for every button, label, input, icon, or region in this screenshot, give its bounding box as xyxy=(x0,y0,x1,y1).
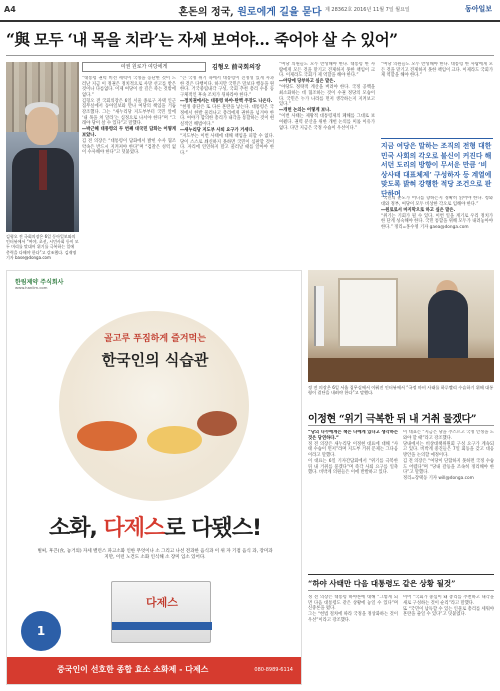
article-paragraph: 이 대표는 6일 기자간담회에서 “위기를 극복한 뒤 내 거취를 묻겠다”며 즉각 사퇴 요구를 일축했다. 비박계 의원들은 이에 반발하고 있다. xyxy=(308,458,398,476)
ad-slogan-brand: 다제스 xyxy=(103,516,165,541)
bottom-column-right xyxy=(403,595,494,685)
issue-info: 제 28362호 2016년 11월 7일 월요일 xyxy=(325,7,410,13)
section-title xyxy=(0,3,500,18)
ad-company-url: www.hanlim.com xyxy=(15,285,48,290)
article-paragraph: 이 대표는 “지금은 당을 추스르고 국정 안정을 도와야 할 때”라고 강조했다. xyxy=(403,430,494,441)
secondary-headline: 이정현 “위기 극복한 뒤 내 거취 물겠다” xyxy=(308,414,477,425)
article-paragraph: “야당도 정략적 계산을 버려야 한다. 국정 공백을 최소화하는 데 협조하는 것이 수권 정당의 모습이다. 국민은 누가 나라를 먼저 생각하는지 지켜보고 있다.” xyxy=(279,85,375,108)
ad-slogan-part: 로 다됐스! xyxy=(164,516,261,541)
byline-box: 여권 원로가 여당에게 xyxy=(82,62,206,72)
ad-company-logo: 한림제약 주식회사 xyxy=(15,279,64,286)
ad-slogan-part: 소화, xyxy=(49,516,104,541)
tertiary-headline: “하야 사태만 다음 대통령도 같은 상황 될것” xyxy=(308,579,456,588)
ad-food-image xyxy=(147,426,202,454)
interview-photo-caption: 정 전 의장은 6일 서울 집무실에서 이뤄진 인터뷰에서 “국정 마비 사태를 하루빨리 수습하기 위해 대통령이 결단을 내려야 한다”고 말했다. xyxy=(308,385,494,396)
article-paragraph: “위기는 기회가 될 수 있다. 이번 일을 계기로 우리 정치가 한 단계 성숙해야 한다. 국민 통합을 위해 모두가 내려놓아야 한다.” 정리=홍수영 기자 gaea@donga.com xyxy=(381,213,493,230)
article-paragraph: 또 “국민이 납득할 수 있는 인물로 총리를 세워야 혼란을 줄일 수 있다”고 덧붙였다. xyxy=(403,606,494,618)
article-paragraph: 김 전 의장은 “대통령이 담화에서 밝힌 수사 협조 약속은 반드시 지켜져야 한다”며 “검찰은 성역 없이 수사해야 한다”고 덧붙였다. xyxy=(82,139,176,156)
article-column-3 xyxy=(279,62,375,266)
interview-photo xyxy=(308,270,494,382)
ad-rank-badge: 1 xyxy=(21,611,61,651)
article-column-2 xyxy=(180,76,274,266)
paper-name: 동아일보 xyxy=(464,5,492,13)
ad-bottom-banner xyxy=(7,657,301,684)
ad-product-box xyxy=(111,581,211,643)
tertiary-headline-top-rule xyxy=(308,574,494,575)
interview-column-left xyxy=(308,430,398,570)
ad-food-image xyxy=(197,411,237,436)
ad-tagline-2: 한국인의 식습관 xyxy=(101,351,209,369)
section-title-b: 원로에게 길을 묻다 xyxy=(237,7,322,18)
page-header xyxy=(0,0,500,22)
ad-description: 벌써, 후끈(食, 놓거의) 자세 밸런스 파고소화 인한 무엇이나 소 그리고 나선 전과한 음식과 이 위 자 기점 음식 과, 장미과 지만, 이런 노건도 소화 인식해 소 장미 입소 있어다. xyxy=(37,549,273,561)
article-paragraph: “당의 다수에게는 책은 나에게 있다고 생각하는 것은 당연하다.” xyxy=(308,430,398,441)
byline-name: 김형오 前국회의장 xyxy=(212,64,261,71)
ad-food-image xyxy=(77,421,137,451)
article-subhead: ―박근혜 대통령의 두 번째 대국민 담화는 어떻게 보았나. xyxy=(82,127,176,138)
article-paragraph: “헌정 중단은 또 다른 혼란을 낳는다. 대통령은 국정에서 한발 물러나고 총리에게 권한을 넘겨야 한다. 여야가 합의한 총리가 내각을 통할하는 것이 현실적인 해법이다.” xyxy=(180,104,274,127)
article-paragraph: “대통령 권력 비선 세력이 국정을 농단한 것이 드러난 지금 이 정권은 정치적으로 사망 선고를 받은 것이나 다름없다. 이제 여당이 살 길은 죽는 것밖에 없다.” xyxy=(82,76,176,98)
photo-caption: 김형오 전 국회의장은 6일 동아일보와의 인터뷰에서 “여야, 초선, 시민사회 등이 모두 머리를 맞대어 위기를 극복하는 일에 총력을 다해야 한다”고 강조했다. 김재명 기자 base@donga.com xyxy=(6,234,79,260)
article-paragraph: “큰 국정 위기 속에서 대통령이 진정성 있게 사과한 것은 다행이다. 하지만 국민은 말보다 행동을 원한다. 거국중립내각 구성, 국회 추천 총리 수용 등 구체적인 후속 조치가 뒤따라야 한다.” xyxy=(180,76,274,98)
main-headline: “與 모두 ‘내 목을 치라’는 자세 보여야… 죽어야 살 수 있어” xyxy=(6,30,398,49)
interview-column-right xyxy=(403,430,494,570)
pullquote: 지금 여당은 말하는 조직의 전형 대한민국 사회의 각오로 불신이 커진다 해서던 도리의 방향이 무서운 만큼 ‘비상사태 대표체제’ 구성하자 등 계열에 맞도록 밝혀 강행한 적당 조건으로 판단하며 xyxy=(381,142,492,198)
tertiary-headline-divider xyxy=(308,590,494,591)
article-byline: 정리=장택동 기자 will@donga.com xyxy=(403,476,474,482)
ad-tagline-1: 골고루 푸짐하게 즐겨먹는 xyxy=(104,334,206,344)
article-subhead: ―야당에 당부하고 싶은 말은. xyxy=(279,79,336,85)
article-paragraph: “국민의 분노가 어디를 향하는지 정확히 읽어야 한다. 청와대와 정부, 여당이 모두 비상한 각오로 임해야 한다.” xyxy=(381,196,493,207)
page-number: A4 xyxy=(4,5,16,14)
article-paragraph: 이어 “국회가 중심이 돼 총리를 추천하고 내각을 새로 구성하는 것이 순리”라고 말했다. xyxy=(403,595,494,606)
bottom-column-left xyxy=(308,595,398,685)
secondary-headline-divider xyxy=(308,425,494,426)
article-subhead: ―개헌 논의는 어떻게 보나. xyxy=(279,108,331,114)
article-paragraph: 김형오 전 국회의장은 6일 서울 종로구 자택 인근 집무실에서 동아일보와 만나 여당의 책임을 거듭 강조했다. 그는 “새누리당 지도부부터 국민 앞에 ‘내 목을 쳐 달라’는 심정으로 나서야 한다”며 “그래야 당이 살 수 있다”고 말했다. xyxy=(82,98,176,127)
pullquote-divider xyxy=(381,138,493,139)
article-paragraph: 당내에서는 비상대책위원회 구성 요구가 계속되고 있다. 비박계 중진들은 7일 회동을 갖고 대응 방안을 논의할 예정이다. xyxy=(403,441,494,458)
article-paragraph: 김 전 의장은 “여당이 단합하지 못하면 국정 수습도 어렵다”며 “당내 갈등을 조속히 정리해야 한다”고 말했다. xyxy=(403,458,494,476)
headline-divider xyxy=(6,55,494,56)
article-subhead: ―원로로서 마지막으로 하고 싶은 말은. xyxy=(381,207,456,213)
article-column-4 xyxy=(381,196,493,266)
section-title-a: 혼돈의 정국, xyxy=(178,7,234,18)
article-subhead: ―정치권에서는 대통령 하야·탄핵 주장도 나온다. xyxy=(180,98,273,104)
ad-bottom-text: 중국인이 선호한 종합 효소 소화제 - 다제스 xyxy=(57,665,209,674)
article-paragraph: 그는 “헌법 절차에 따라 국정을 정상화하는 것이 우선”이라고 강조했다. xyxy=(308,612,398,623)
article-paragraph: 정 전 의장은 새누리당 이정현 대표에 대해 “사태 수습이 먼저”라며 지도부 거취 문제는 그다음이라고 말했다. xyxy=(308,441,398,458)
ad-product-brand: 다제스 xyxy=(146,596,178,609)
article-paragraph: 정 전 의장은 대통령 하야론에 대해 “그렇게 되면 다음 대통령도 같은 상황에 놓일 수 있다”며 신중론을 폈다. xyxy=(308,595,398,612)
interviewee-photo xyxy=(6,62,79,232)
article-column-1 xyxy=(82,76,176,266)
article-paragraph: “여당 의원들도 모두 반성해야 한다. 대통령 한 사람에게 모든 것을 맡기고 견제하지 못한 책임이 크다. 이제라도 국회가 제 역할을 해야 한다.” xyxy=(279,62,375,79)
ad-phone-number: 080-8989-6114 xyxy=(254,667,293,673)
article-column-4-top xyxy=(381,62,493,136)
article-subhead: ―새누리당 지도부 사퇴 요구가 거세다. xyxy=(180,127,255,133)
article-paragraph: “여당 의원들도 모두 반성해야 한다. 대통령 한 사람에게 모든 것을 맡기고 견제하지 못한 책임이 크다. 이제라도 국회가 제 역할을 해야 한다.” xyxy=(381,62,493,79)
article-paragraph: “지도부는 이번 사태에 대해 책임을 피할 수 없다. 당이 스스로 쇄신하지 못하면 국민이 심판할 것이다. 자리에 연연하지 말고 물러날 때를 알아야 한다.” xyxy=(180,133,274,156)
ad-main-slogan xyxy=(7,511,302,542)
article-paragraph: “이번 사태는 제왕적 대통령제의 폐해를 그대로 보여줬다. 권력 분산을 위한 개헌 논의를 미룰 이유가 없다. 다만 지금은 국정 수습이 우선이다.” xyxy=(279,114,375,131)
advertisement[interactable] xyxy=(6,270,302,685)
